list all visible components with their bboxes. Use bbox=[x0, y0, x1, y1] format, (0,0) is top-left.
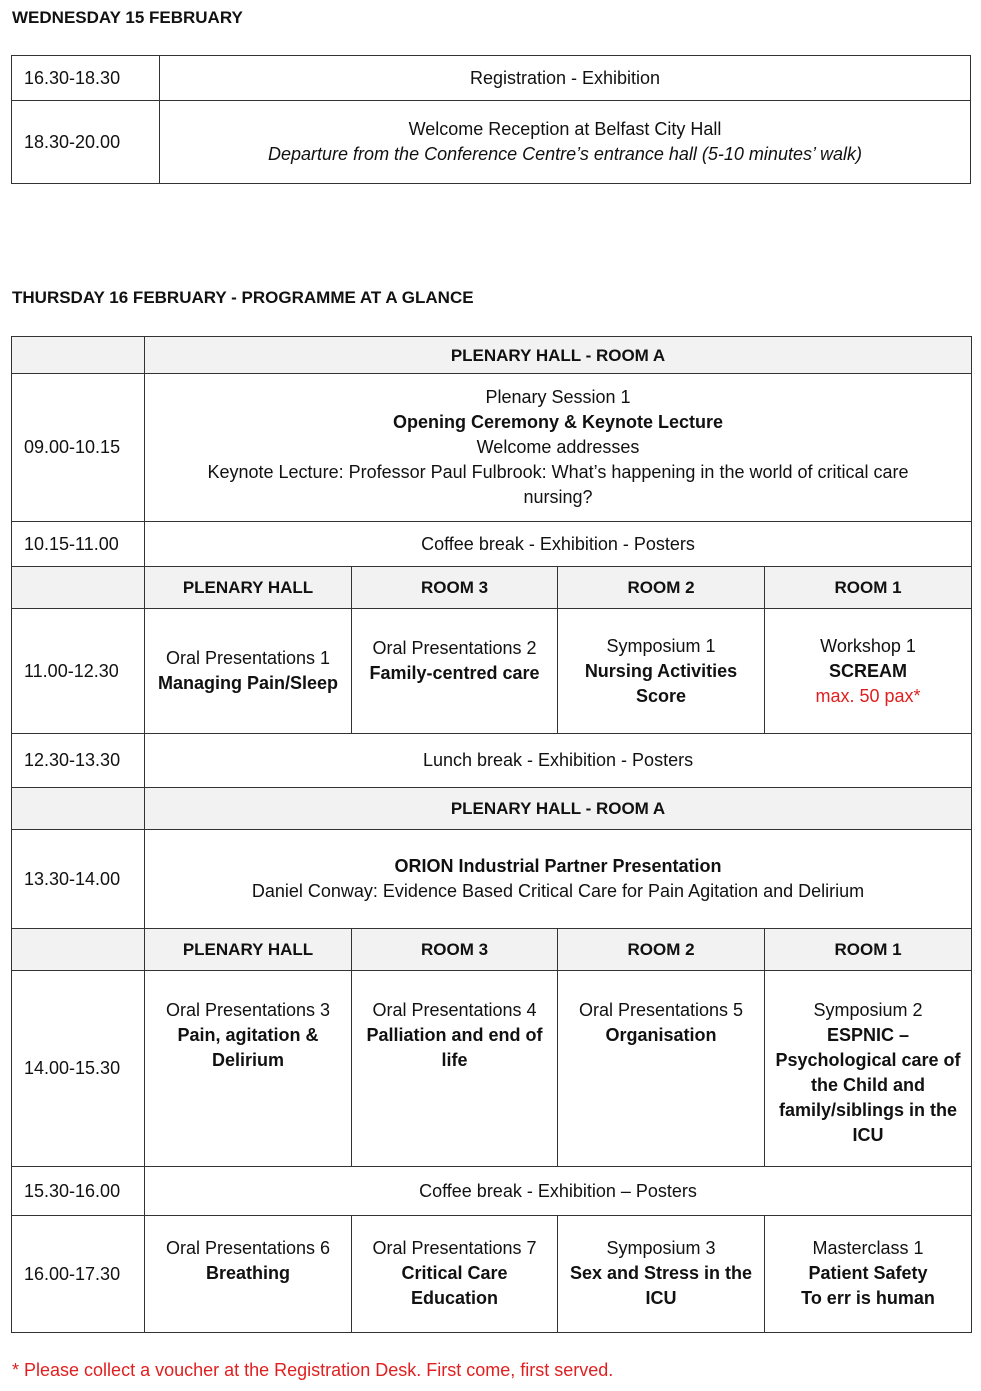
break-cell: Coffee break - Exhibition - Posters bbox=[145, 522, 972, 567]
session-label: Masterclass 1 bbox=[812, 1238, 924, 1258]
table-row bbox=[12, 734, 972, 788]
event-cell bbox=[160, 101, 971, 184]
session-topic: Nursing Activities Score bbox=[584, 660, 738, 706]
footnote: * Please collect a voucher at the Registration Desk. First come, first served. bbox=[12, 1360, 614, 1380]
table-row bbox=[12, 609, 972, 734]
session-label: Plenary Session 1 bbox=[485, 387, 631, 407]
session-topic: SCREAM bbox=[829, 660, 908, 681]
session-topic: Family-centred care bbox=[369, 663, 540, 683]
session-cell bbox=[765, 1216, 972, 1333]
session-cell bbox=[145, 609, 352, 734]
room-header: ROOM 3 bbox=[352, 567, 558, 609]
session-cell bbox=[558, 609, 765, 734]
time-cell: 16.00-17.30 bbox=[12, 1216, 145, 1333]
room-header: ROOM 1 bbox=[765, 567, 972, 609]
session-cell bbox=[765, 609, 972, 734]
break-cell: Coffee break - Exhibition – Posters bbox=[145, 1167, 972, 1216]
session-cell bbox=[352, 609, 558, 734]
time-cell: 13.30-14.00 bbox=[12, 830, 145, 929]
empty-header-cell bbox=[12, 788, 145, 830]
session-label: Oral Presentations 2 bbox=[372, 638, 537, 658]
plenary-header: PLENARY HALL - ROOM A bbox=[145, 337, 972, 374]
session-topic: Sex and Stress in the ICU bbox=[569, 1263, 753, 1308]
time-cell: 15.30-16.00 bbox=[12, 1167, 145, 1216]
empty-header-cell bbox=[12, 567, 145, 609]
table-row bbox=[12, 929, 972, 971]
table-row bbox=[12, 567, 972, 609]
session-cell bbox=[352, 971, 558, 1167]
table-row bbox=[12, 374, 972, 522]
empty-header-cell bbox=[12, 929, 145, 971]
event-cell: Registration - Exhibition bbox=[160, 56, 971, 101]
session-label: Oral Presentations 1 bbox=[165, 648, 331, 668]
time-cell: 14.00-15.30 bbox=[12, 971, 145, 1167]
session-topic: Breathing bbox=[205, 1263, 290, 1283]
session-topic: Patient Safety bbox=[808, 1263, 928, 1283]
table-row bbox=[12, 337, 972, 374]
session-cell bbox=[352, 1216, 558, 1333]
industrial-title: ORION Industrial Partner Presentation bbox=[394, 856, 722, 876]
session-line: Welcome addresses bbox=[476, 437, 640, 457]
session-cell bbox=[558, 971, 765, 1167]
capacity-note: max. 50 pax* bbox=[815, 685, 921, 706]
table-row bbox=[12, 56, 971, 101]
wednesday-table bbox=[11, 55, 971, 184]
session-label: Oral Presentations 6 bbox=[165, 1238, 331, 1258]
plenary-header: PLENARY HALL - ROOM A bbox=[145, 788, 972, 830]
table-row bbox=[12, 1216, 972, 1333]
session-label: Oral Presentations 5 bbox=[578, 1000, 744, 1020]
keynote-line: Keynote Lecture: Professor Paul Fulbrook: What’s happening in the world of critical care nursing? bbox=[207, 462, 909, 507]
event-title: Welcome Reception at Belfast City Hall bbox=[408, 119, 722, 139]
session-label: Symposium 3 bbox=[606, 1238, 716, 1258]
session-label: Oral Presentations 7 bbox=[372, 1238, 537, 1258]
thursday-heading: THURSDAY 16 FEBRUARY - PROGRAMME AT A GLANCE bbox=[12, 288, 474, 307]
table-row bbox=[12, 971, 972, 1167]
table-row bbox=[12, 522, 972, 567]
session-label: Workshop 1 bbox=[820, 635, 916, 656]
table-row bbox=[12, 830, 972, 929]
session-title: Opening Ceremony & Keynote Lecture bbox=[392, 412, 724, 432]
event-subtext: Departure from the Conference Centre’s entrance hall (5-10 minutes’ walk) bbox=[268, 144, 862, 164]
session-topic-line2: To err is human bbox=[801, 1288, 935, 1308]
room-header: PLENARY HALL bbox=[145, 567, 352, 609]
session-cell bbox=[558, 1216, 765, 1333]
table-row bbox=[12, 788, 972, 830]
time-cell: 11.00-12.30 bbox=[12, 609, 145, 734]
room-header: PLENARY HALL bbox=[145, 929, 352, 971]
room-header: ROOM 2 bbox=[558, 567, 765, 609]
plenary-session-cell bbox=[145, 374, 972, 522]
session-topic: Organisation bbox=[605, 1025, 717, 1045]
industrial-cell bbox=[145, 830, 972, 929]
session-topic: ESPNIC – Psychological care of the Child and family/siblings in the ICU bbox=[775, 1025, 961, 1145]
industrial-subtitle: Daniel Conway: Evidence Based Critical Care for Pain Agitation and Delirium bbox=[251, 881, 865, 901]
room-header: ROOM 3 bbox=[352, 929, 558, 971]
time-cell: 09.00-10.15 bbox=[12, 374, 145, 522]
session-topic: Critical Care Education bbox=[401, 1263, 508, 1308]
table-row bbox=[12, 101, 971, 184]
time-cell: 18.30-20.00 bbox=[12, 101, 160, 184]
session-label: Oral Presentations 3 bbox=[165, 1000, 331, 1020]
room-header: ROOM 2 bbox=[558, 929, 765, 971]
session-topic: Pain, agitation & Delirium bbox=[177, 1025, 319, 1070]
wednesday-heading: WEDNESDAY 15 FEBRUARY bbox=[12, 8, 243, 27]
session-topic: Managing Pain/Sleep bbox=[157, 673, 339, 693]
time-cell: 10.15-11.00 bbox=[12, 522, 145, 567]
thursday-table bbox=[11, 336, 972, 1333]
room-header: ROOM 1 bbox=[765, 929, 972, 971]
table-row bbox=[12, 1167, 972, 1216]
session-label: Symposium 2 bbox=[813, 1000, 923, 1020]
session-label: Symposium 1 bbox=[606, 635, 716, 656]
session-cell bbox=[145, 971, 352, 1167]
time-cell: 16.30-18.30 bbox=[12, 56, 160, 101]
session-label: Oral Presentations 4 bbox=[372, 1000, 537, 1020]
session-topic: Palliation and end of life bbox=[366, 1025, 543, 1070]
session-cell bbox=[765, 971, 972, 1167]
time-cell: 12.30-13.30 bbox=[12, 734, 145, 788]
session-cell bbox=[145, 1216, 352, 1333]
break-cell: Lunch break - Exhibition - Posters bbox=[145, 734, 972, 788]
empty-header-cell bbox=[12, 337, 145, 374]
